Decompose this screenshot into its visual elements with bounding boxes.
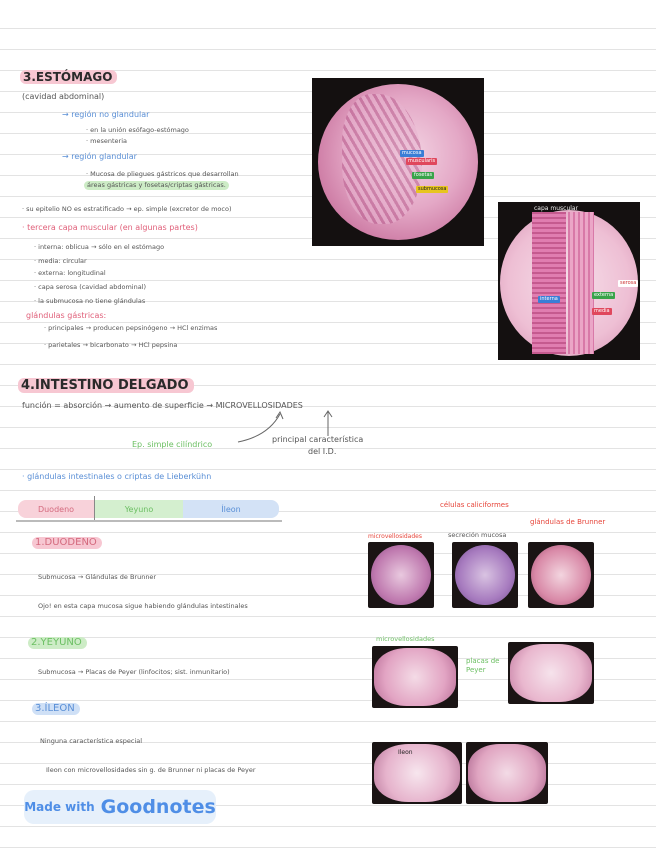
micro1-label-2: muscularis xyxy=(408,158,436,164)
stomach-title: 3.ESTÓMAGO xyxy=(20,70,117,84)
features-label-2: del I.D. xyxy=(308,447,337,456)
ileon-title: 3.ÍLEON xyxy=(32,703,80,715)
yeyuno-img-label-1: microvellosidades xyxy=(376,635,435,643)
micro2-label-3: media xyxy=(594,308,610,314)
tab-duodeno: Duodeno xyxy=(18,500,94,518)
yeyuno-thumb-2 xyxy=(508,642,594,704)
stomach-line-3: · mesenteria xyxy=(86,137,127,145)
duodeno-title: 1.DUODENO xyxy=(32,537,102,549)
stomach-line-5: · Mucosa de pliegues gástricos que desarrollan xyxy=(86,170,239,178)
ileon-line-2: Ileon con microvellosidades sin g. de Brunner ni placas de Peyer xyxy=(46,766,256,774)
micro2-label-2: externa xyxy=(594,292,614,298)
stomach-line-12: · capa serosa (cavidad abdominal) xyxy=(34,283,147,291)
duodeno-note: Ojo! en esta capa mucosa sigue habiendo glándulas intestinales xyxy=(38,602,248,610)
duodeno-img-label-1: microvellosidades xyxy=(368,533,422,540)
glands-line: · glándulas intestinales o criptas de Lieberkühn xyxy=(22,472,212,481)
yeyuno-thumb-1 xyxy=(372,646,458,708)
stomach-line-7: · su epitelio NO es estratificado → ep. simple (excretor de moco) xyxy=(22,205,232,213)
stomach-line-13: · la submucosa no tiene glándulas xyxy=(34,297,146,305)
stomach-line-1: → región no glandular xyxy=(62,110,150,119)
function-line: función = absorción → aumento de superficie → MICROVELLOSIDADES xyxy=(22,401,303,410)
features-label: principal característica xyxy=(272,435,364,444)
stomach-line-8: · tercera capa muscular (en algunas partes) xyxy=(22,223,198,232)
badge-brand: Goodnotes xyxy=(100,796,216,818)
stomach-line-16: · parietales → bicarbonato → HCl pepsina xyxy=(44,341,178,349)
duodeno-thumb-1 xyxy=(368,542,434,608)
stomach-line-4: → región glandular xyxy=(62,152,137,161)
stomach-line-14: glándulas gástricas: xyxy=(26,311,107,320)
micro2-label-1: interna xyxy=(540,296,558,302)
tab-yeyuno: Yeyuno xyxy=(95,500,183,518)
ileon-line-1: Ninguna característica especial xyxy=(40,737,143,745)
ileon-thumb-1 xyxy=(372,742,462,804)
duodeno-mid-label: secreción mucosa xyxy=(448,531,507,539)
ep-label: Ep. simple cilíndrico xyxy=(132,440,213,449)
goodnotes-badge[interactable] xyxy=(24,790,216,824)
micro2-label-4: serosa xyxy=(620,280,637,286)
tab-ileon: Íleon xyxy=(183,500,279,518)
micro1-label-3: fosetas xyxy=(414,172,433,178)
yeyuno-img-label-2: placas de Peyer xyxy=(466,657,500,675)
duodeno-thumb-3 xyxy=(528,542,594,608)
stomach-micrograph-2 xyxy=(498,202,640,360)
yeyuno-submucosa: Submucosa → Placas de Peyer (linfocitos; sist. inmunitario) xyxy=(38,668,230,676)
stomach-line-2: · en la unión esófago-estómago xyxy=(86,126,189,134)
duodeno-thumb-2 xyxy=(452,542,518,608)
duodeno-img-label-2: células caliciformes xyxy=(440,501,509,509)
duodeno-submucosa: Submucosa → Glándulas de Brunner xyxy=(38,573,157,581)
stomach-line-15: · principales → producen pepsinógeno → HCl enzimas xyxy=(44,324,218,332)
stomach-micrograph-1 xyxy=(312,78,484,246)
stomach-line-6: áreas gástricas y fosetas/criptas gástricas. xyxy=(84,181,229,190)
micro1-label-1: mucosa xyxy=(402,150,422,156)
stomach-subtitle: (cavidad abdominal) xyxy=(22,92,105,101)
stomach-line-10: · media: circular xyxy=(34,257,87,265)
yeyuno-title: 2.YEYUNO xyxy=(28,637,87,649)
micro1-label-4: submucosa xyxy=(418,186,447,192)
ileon-img-label: Ileon xyxy=(398,749,413,756)
ileon-thumb-2 xyxy=(466,742,548,804)
stomach-line-9: · interna: oblicua → sólo en el estómago xyxy=(34,243,165,251)
duodeno-img-label-3: glándulas de Brunner xyxy=(530,518,606,526)
stomach-line-11: · externa: longitudinal xyxy=(34,269,106,277)
micro2-title: capa muscular xyxy=(534,205,579,212)
badge-made-with: Made with xyxy=(24,800,95,814)
intestine-title: 4.INTESTINO DELGADO xyxy=(18,378,194,393)
